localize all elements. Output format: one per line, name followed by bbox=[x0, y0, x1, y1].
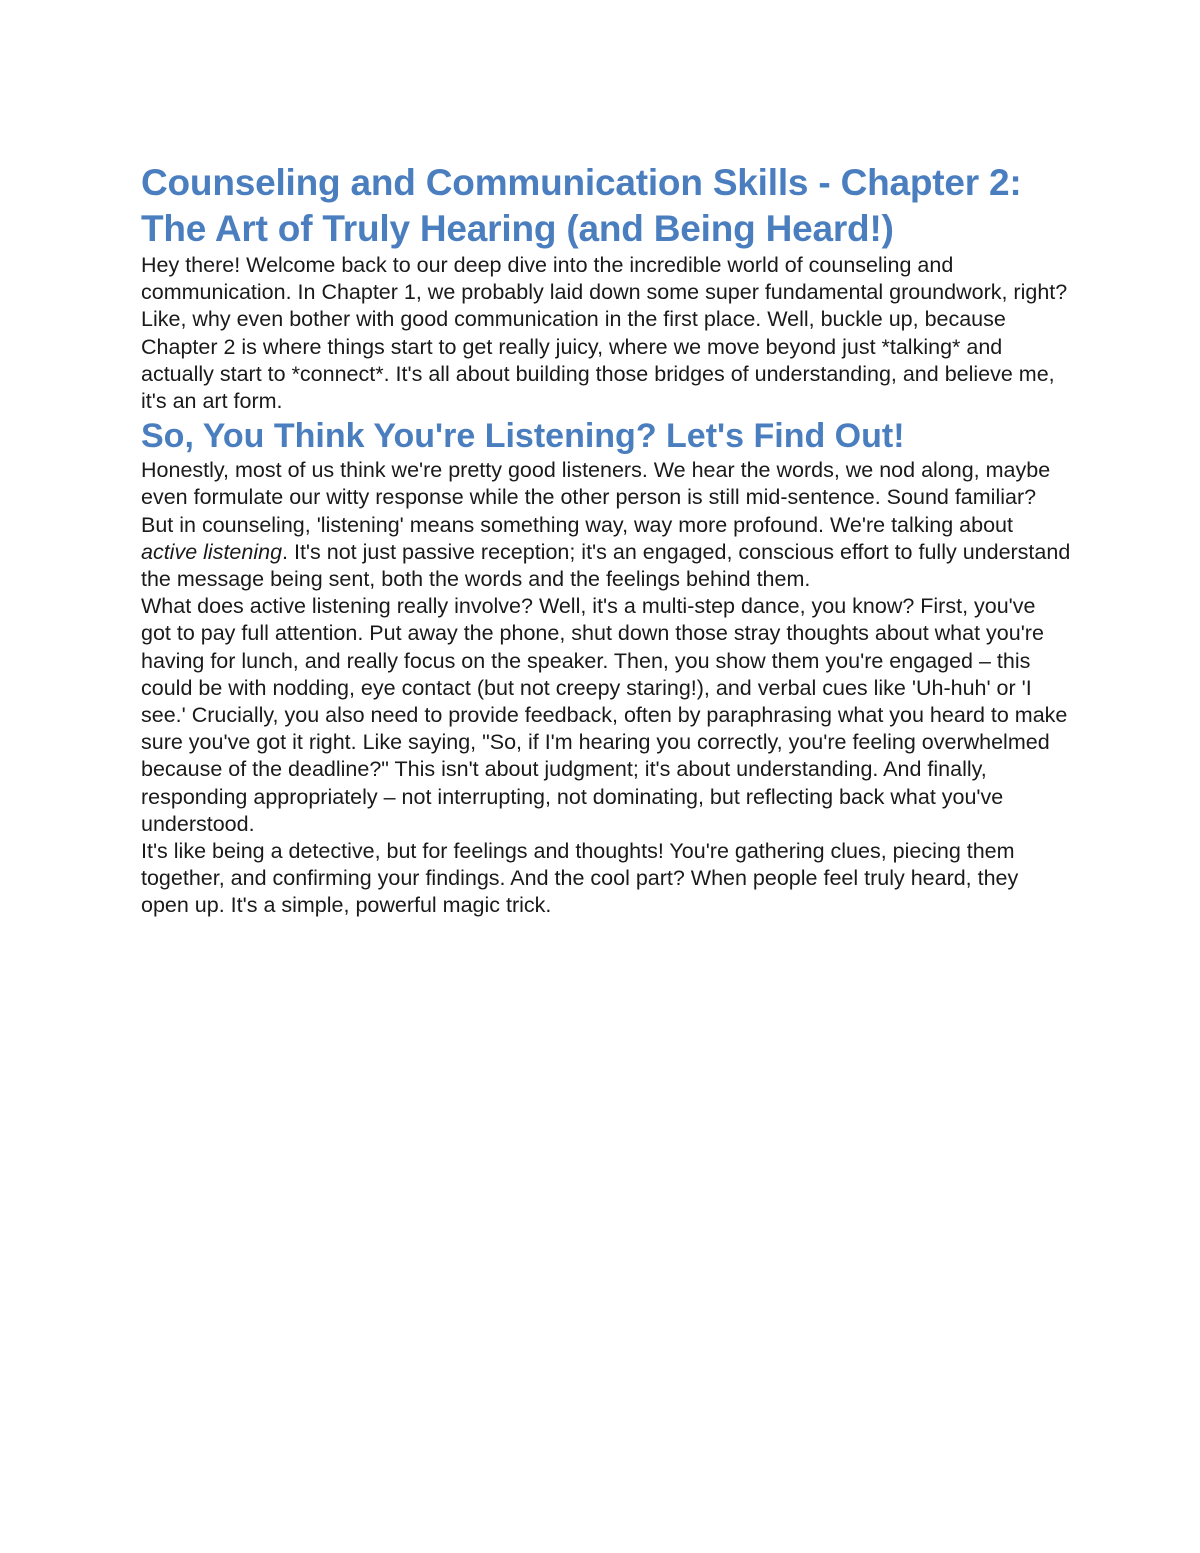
body-paragraph-active-listening bbox=[141, 457, 1071, 593]
intro-paragraph: Hey there! Welcome back to our deep dive into the incredible world of counseling and communication. In Chapter 1, we probably laid down some super fundamental groundwork, right? Like, why even bother with good communication in the first place. Well, buckle up, because Chapter 2 is where things start to get really juicy, where we move beyond just *talking* and actually start to *connect*. It's all about building those bridges of understanding, and believe me, it's an art form. bbox=[141, 253, 1068, 414]
paragraph-text-segment: Honestly, most of us think we're pretty good listeners. We hear the words, we nod along, maybe even formulate our witty response while the other person is still mid-sentence. Sound familiar? But in counseling, 'listening' means something way, way more profound. We're talking about bbox=[141, 458, 1051, 537]
emphasis-active-listening: active listening bbox=[141, 539, 283, 564]
body-paragraph-multi-step: What does active listening really involve? Well, it's a multi-step dance, you know? First, you've got to pay full attention. Put away the phone, shut down those stray thoughts about what you're having for lunch, and really focus on the speaker. Then, you show them you're engaged – this could be with nodding, eye contact (but not creepy staring!), and verbal cues like 'Uh-huh' or 'I see.' Crucially, you also need to provide feedback, often by paraphrasing what you heard to make sure you've got it right. Like saying, "So, if I'm hearing you correctly, you're feeling overwhelmed because of the deadline?" This isn't about judgment; it's about understanding. And finally, responding appropriately – not interrupting, not dominating, but reflecting back what you've understood. bbox=[141, 594, 1068, 836]
body-paragraph-detective: It's like being a detective, but for feelings and thoughts! You're gathering clues, piecing them together, and confirming your findings. And the cool part? When people feel truly heard, they open up. It's a simple, powerful magic trick. bbox=[141, 839, 1019, 918]
document-page bbox=[141, 160, 1071, 920]
paragraph-text-segment: . It's not just passive reception; it's an engaged, conscious effort to fully understand the message being sent, both the words and the feelings behind them. bbox=[141, 539, 1071, 592]
section-heading: So, You Think You're Listening? Let's Find Out! bbox=[141, 417, 905, 456]
document-title: Counseling and Communication Skills - Chapter 2: The Art of Truly Hearing (and Being Heard!) bbox=[141, 162, 1022, 249]
